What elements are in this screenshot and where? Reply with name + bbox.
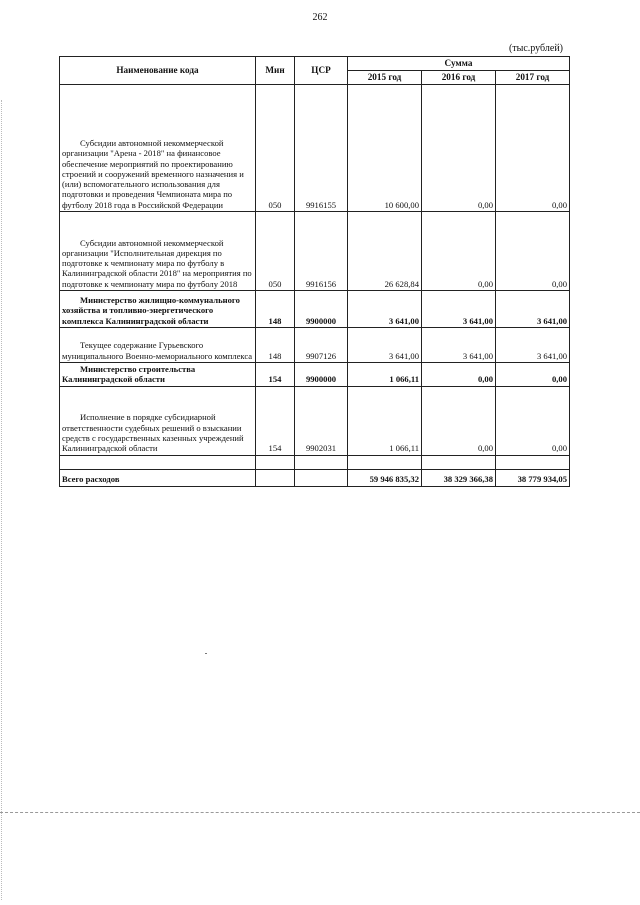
row-2015: 3 641,00 <box>348 291 422 328</box>
row-2017: 0,00 <box>496 386 570 455</box>
table-row <box>60 386 570 455</box>
row-2015: 26 628,84 <box>348 212 422 291</box>
row-2016: 0,00 <box>422 85 496 212</box>
header-min: Мин <box>256 57 295 85</box>
row-2017: 0,00 <box>496 85 570 212</box>
header-2016: 2016 год <box>422 71 496 85</box>
row-name: Министерство строительства Калининградской области <box>60 363 256 387</box>
row-csr: 9916156 <box>295 212 348 291</box>
total-csr <box>295 469 348 486</box>
header-sum: Сумма <box>348 57 570 71</box>
row-name: Субсидии автономной некоммерческой организации "Исполнительная дирекция по подготовке к чемпионату мира по футболу в Калининградской области 2018" на мероприятия по подготовке к чемпионату мира по футболу 2018 <box>60 212 256 291</box>
table-row <box>60 291 570 328</box>
row-name: Исполнение в порядке субсидиарной ответственности судебных решений о взыскании средств с государственных казенных учреждений Калининградской области <box>60 386 256 455</box>
table-row <box>60 212 570 291</box>
row-2015: 1 066,11 <box>348 386 422 455</box>
header-2015: 2015 год <box>348 71 422 85</box>
row-csr: 9900000 <box>295 363 348 387</box>
scan-fold-line <box>0 812 640 813</box>
row-min: 148 <box>256 291 295 328</box>
row-2016: 0,00 <box>422 363 496 387</box>
row-2016: 0,00 <box>422 212 496 291</box>
budget-table <box>59 56 570 487</box>
scan-speck <box>205 653 207 654</box>
row-2015: 10 600,00 <box>348 85 422 212</box>
row-min: 154 <box>256 386 295 455</box>
row-min: 050 <box>256 212 295 291</box>
header-2017: 2017 год <box>496 71 570 85</box>
row-2017: 0,00 <box>496 363 570 387</box>
page-number: 262 <box>312 12 328 23</box>
row-2015: 3 641,00 <box>348 328 422 363</box>
total-2016: 38 329 366,38 <box>422 469 496 486</box>
row-name: Министерство жилищно-коммунального хозяйства и топливно-энергетического комплекса Калининградской области <box>60 291 256 328</box>
table-row <box>60 85 570 212</box>
row-2017: 3 641,00 <box>496 328 570 363</box>
total-row <box>60 469 570 486</box>
row-name: Субсидии автономной некоммерческой организации "Арена - 2018" на финансовое обеспечение мероприятий по проектированию строений и сооружений временного назначения и (или) вспомогательного использования для подготовки и проведения Чемпионата мира по футболу 2018 года в Российской Федерации <box>60 85 256 212</box>
table-row <box>60 363 570 387</box>
row-csr: 9916155 <box>295 85 348 212</box>
spacer-row <box>60 455 570 469</box>
total-label: Всего расходов <box>60 469 256 486</box>
row-min: 050 <box>256 85 295 212</box>
row-2017: 3 641,00 <box>496 291 570 328</box>
units-label: (тыс.рублей) <box>508 43 563 54</box>
row-min: 154 <box>256 363 295 387</box>
row-2015: 1 066,11 <box>348 363 422 387</box>
total-2015: 59 946 835,32 <box>348 469 422 486</box>
header-csr: ЦСР <box>295 57 348 85</box>
row-csr: 9902031 <box>295 386 348 455</box>
row-2016: 3 641,00 <box>422 291 496 328</box>
scan-edge-line <box>1 100 3 900</box>
row-min: 148 <box>256 328 295 363</box>
table-row <box>60 328 570 363</box>
total-2017: 38 779 934,05 <box>496 469 570 486</box>
row-2016: 0,00 <box>422 386 496 455</box>
row-csr: 9900000 <box>295 291 348 328</box>
header-name: Наименование кода <box>60 57 256 85</box>
row-name: Текущее содержание Гурьевского муниципального Военно-мемориального комплекса <box>60 328 256 363</box>
row-2016: 3 641,00 <box>422 328 496 363</box>
row-2017: 0,00 <box>496 212 570 291</box>
total-min <box>256 469 295 486</box>
row-csr: 9907126 <box>295 328 348 363</box>
